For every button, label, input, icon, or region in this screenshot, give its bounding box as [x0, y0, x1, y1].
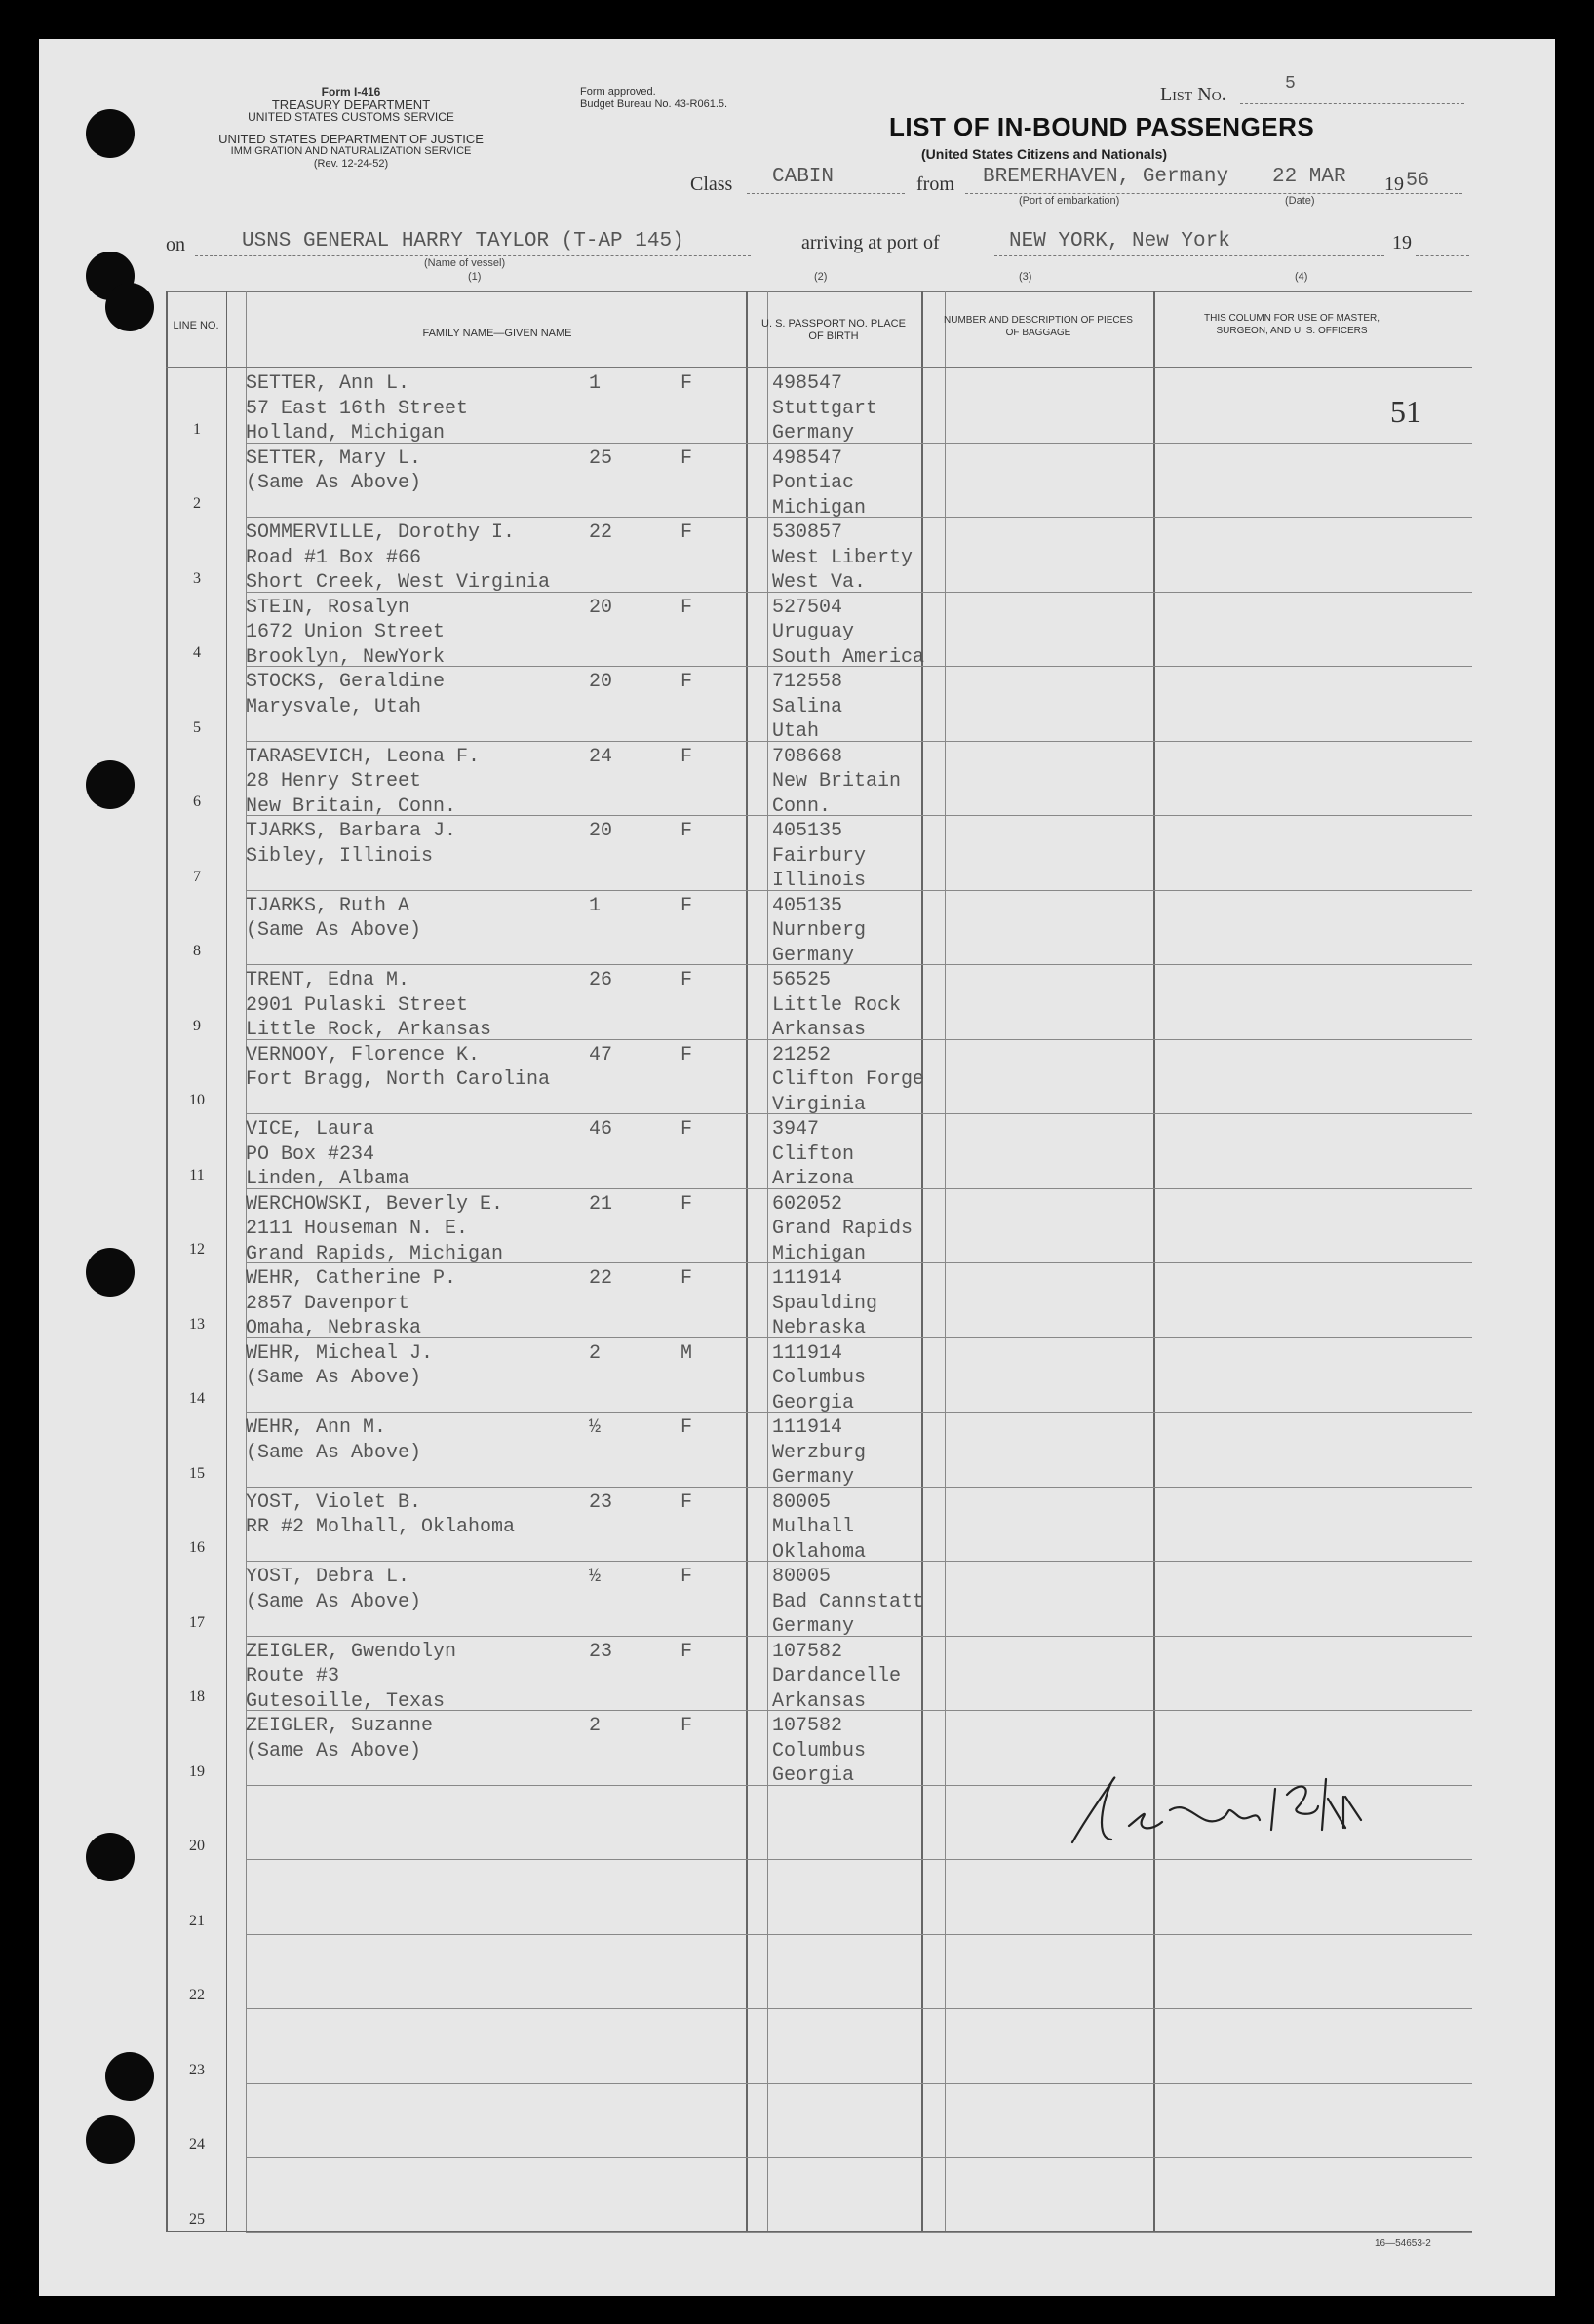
passenger-age: 47 [589, 1043, 613, 1066]
doj-block [156, 133, 546, 171]
passenger-age: 2 [589, 1715, 602, 1737]
passenger-name-address: ZEIGLER, Gwendolyn Route #3 Gutesoille, Texas [246, 1640, 457, 1713]
caption-4: (4) [1295, 271, 1308, 283]
officer-signature [1053, 1750, 1384, 1867]
passenger-sex: F [680, 1192, 693, 1216]
passenger-age: ½ [589, 1566, 602, 1588]
passenger-name-address: YOST, Violet B. RR #2 Molhall, Oklahoma [246, 1491, 516, 1538]
passenger-sex: F [680, 1043, 693, 1066]
line-number: 5 [193, 718, 201, 736]
passenger-sex: F [680, 1267, 693, 1290]
column-header-name: FAMILY NAME—GIVEN NAME [422, 328, 572, 339]
date-caption: (Date) [1285, 195, 1315, 207]
budget-bureau: Budget Bureau No. 43-R061.5. [580, 98, 728, 110]
binder-hole [86, 1248, 135, 1297]
line-number: 3 [193, 569, 201, 587]
passenger-name-address: VICE, Laura PO Box #234 Linden, Albama [246, 1118, 410, 1190]
passenger-name-address: WEHR, Catherine P. 2857 Davenport Omaha, Nebraska [246, 1267, 457, 1339]
passenger-sex: F [680, 446, 693, 470]
passport-birthplace: 530857 West Liberty West Va. [772, 522, 914, 594]
column-header-baggage: NUMBER AND DESCRIPTION OF PIECES OF BAGGAGE [944, 315, 1133, 338]
passenger-name-address: VERNOOY, Florence K. Fort Bragg, North Carolina [246, 1043, 551, 1091]
passport-birthplace: 80005 Bad Cannstatt Germany [772, 1566, 925, 1638]
line-number: 19 [189, 1762, 205, 1780]
line-number: 16 [189, 1539, 205, 1556]
line-number: 9 [193, 1017, 201, 1034]
list-subtitle: (United States Citizens and Nationals) [921, 146, 1168, 162]
binder-hole [86, 1833, 135, 1881]
passenger-age: 20 [589, 596, 613, 619]
passport-birthplace: 498547 Stuttgart Germany [772, 372, 878, 445]
year-value: 56 [1406, 170, 1430, 192]
passport-birthplace: 498547 Pontiac Michigan [772, 446, 867, 520]
passenger-age: 1 [589, 372, 602, 395]
passenger-sex: F [680, 671, 693, 693]
passenger-sex: F [680, 1118, 693, 1141]
row-divider [246, 1188, 1472, 1189]
passenger-age: ½ [589, 1416, 602, 1439]
column-header-officers: THIS COLUMN FOR USE OF MASTER, SURGEON, AND U. S. OFFICERS [1204, 313, 1380, 336]
passenger-age: 24 [589, 745, 613, 768]
passenger-age: 23 [589, 1640, 613, 1663]
passenger-sex: F [680, 1566, 693, 1588]
year-prefix: 19 [1384, 174, 1404, 195]
form-approved: Form approved. [580, 86, 656, 97]
passenger-age: 1 [589, 894, 602, 917]
line-number: 12 [189, 1241, 205, 1258]
passenger-name-address: TARASEVICH, Leona F. 28 Henry Street New Britain, Conn. [246, 745, 481, 818]
passenger-sex: F [680, 820, 693, 842]
passport-birthplace: 107582 Columbus Georgia [772, 1715, 867, 1787]
line-number: 24 [189, 2136, 205, 2152]
passenger-age: 20 [589, 820, 613, 842]
passport-birthplace: 405135 Nurnberg Germany [772, 894, 867, 967]
passport-birthplace: 3947 Clifton Arizona [772, 1118, 855, 1190]
passport-birthplace: 712558 Salina Utah [772, 671, 843, 743]
officer-note: 51 [1390, 394, 1421, 429]
binder-hole [86, 109, 135, 158]
line-number: 20 [189, 1838, 205, 1854]
row-divider [246, 2008, 1472, 2009]
passenger-age: 23 [589, 1491, 613, 1514]
binder-hole [105, 2052, 154, 2101]
passenger-name-address: TJARKS, Barbara J. Sibley, Illinois [246, 820, 457, 868]
line-number: 14 [189, 1390, 205, 1407]
passenger-sex: F [680, 969, 693, 991]
class-value: CABIN [772, 166, 835, 188]
line-number: 10 [189, 1092, 205, 1108]
passenger-name-address: YOST, Debra L. (Same As Above) [246, 1566, 422, 1613]
caption-2: (2) [814, 271, 828, 283]
revision: (Rev. 12-24-52) [313, 158, 389, 170]
approval-block [580, 86, 727, 111]
list-no-value: 5 [1285, 74, 1296, 94]
passport-birthplace: 111914 Columbus Georgia [772, 1341, 867, 1414]
passport-birthplace: 405135 Fairbury Illinois [772, 820, 867, 892]
passenger-name-address: SOMMERVILLE, Dorothy I. Road #1 Box #66 Short Creek, West Virginia [246, 522, 551, 594]
passenger-sex: F [680, 522, 693, 544]
line-number: 17 [189, 1613, 205, 1631]
line-number: 2 [193, 495, 201, 512]
customs-service: UNITED STATES CUSTOMS SERVICE [248, 110, 454, 124]
line-number: 6 [193, 794, 201, 810]
line-number: 1 [193, 420, 201, 438]
passenger-sex: F [680, 1640, 693, 1663]
passport-birthplace: 80005 Mulhall Oklahoma [772, 1491, 867, 1564]
line-number: 22 [189, 1987, 205, 2003]
from-value: BREMERHAVEN, Germany [983, 166, 1229, 188]
passport-birthplace: 21252 Clifton Forge Virginia [772, 1043, 925, 1116]
row-divider [246, 741, 1472, 742]
column-header-line: LINE NO. [173, 320, 219, 331]
list-no-label: List No. [1160, 84, 1226, 105]
line-number: 7 [193, 868, 201, 885]
passport-birthplace: 708668 New Britain Conn. [772, 745, 902, 818]
passenger-sex: F [680, 1491, 693, 1514]
passenger-sex: F [680, 894, 693, 917]
column-header-passport: U. S. PASSPORT NO. PLACE OF BIRTH [761, 318, 906, 342]
row-divider [246, 2157, 1472, 2158]
passenger-sex: F [680, 1715, 693, 1737]
passport-birthplace: 527504 Uruguay South America [772, 596, 925, 669]
passenger-age: 21 [589, 1192, 613, 1216]
doj-title: UNITED STATES DEPARTMENT OF JUSTICE [218, 132, 484, 146]
passenger-name-address: ZEIGLER, Suzanne (Same As Above) [246, 1715, 434, 1762]
caption-1: (1) [468, 271, 482, 283]
passenger-sex: F [680, 596, 693, 619]
passport-birthplace: 602052 Grand Rapids Michigan [772, 1192, 914, 1265]
passenger-age: 26 [589, 969, 613, 991]
passenger-name-address: STOCKS, Geraldine Marysvale, Utah [246, 671, 446, 718]
passenger-age: 25 [589, 446, 613, 470]
arrival-value: NEW YORK, New York [1009, 230, 1230, 252]
list-title: LIST OF IN-BOUND PASSENGERS [889, 112, 1315, 141]
from-label: from [916, 174, 954, 195]
line-number: 11 [189, 1166, 205, 1183]
passenger-sex: F [680, 372, 693, 395]
form-block [219, 86, 483, 124]
passport-birthplace: 107582 Dardancelle Arkansas [772, 1640, 902, 1713]
passenger-name-address: SETTER, Mary L. (Same As Above) [246, 446, 422, 494]
row-divider [246, 2232, 1472, 2233]
vessel-value: USNS GENERAL HARRY TAYLOR (T-AP 145) [242, 230, 684, 252]
passenger-name-address: WERCHOWSKI, Beverly E. 2111 Houseman N. E. Grand Rapids, Michigan [246, 1192, 504, 1265]
passenger-name-address: SETTER, Ann L. 57 East 16th Street Holland, Michigan [246, 372, 469, 445]
passenger-age: 46 [589, 1118, 613, 1141]
passenger-name-address: WEHR, Ann M. (Same As Above) [246, 1416, 422, 1464]
passenger-name-address: TJARKS, Ruth A (Same As Above) [246, 894, 422, 942]
passenger-age: 22 [589, 1267, 613, 1290]
on-label: on [166, 234, 185, 255]
line-number: 25 [189, 2210, 205, 2227]
arriving-label: arriving at port of [801, 232, 940, 253]
binder-hole [86, 760, 135, 809]
caption-3: (3) [1019, 271, 1032, 283]
form-number: Form I-416 [321, 85, 381, 98]
vessel-caption: (Name of vessel) [424, 257, 506, 269]
footer-code: 16—54653-2 [1375, 2238, 1431, 2249]
line-number: 13 [189, 1315, 205, 1333]
date-value: 22 MAR [1272, 166, 1346, 188]
passenger-age: 2 [589, 1341, 602, 1365]
line-number: 21 [189, 1912, 205, 1929]
passenger-name-address: STEIN, Rosalyn 1672 Union Street Brooklyn, NewYork [246, 596, 446, 669]
line-number: 23 [189, 2061, 205, 2078]
passenger-age: 20 [589, 671, 613, 693]
class-label: Class [690, 174, 733, 195]
binder-hole [105, 283, 154, 331]
year2-label: 19 [1392, 232, 1412, 253]
treasury-department: TREASURY DEPARTMENT [271, 97, 431, 112]
row-divider [246, 1934, 1472, 1935]
line-number: 18 [189, 1688, 205, 1705]
line-number: 8 [193, 943, 201, 959]
passport-birthplace: 111914 Spaulding Nebraska [772, 1267, 878, 1339]
port-caption: (Port of embarkation) [1019, 195, 1120, 207]
passenger-name-address: TRENT, Edna M. 2901 Pulaski Street Little Rock, Arkansas [246, 969, 492, 1041]
passenger-sex: M [680, 1341, 693, 1365]
passenger-name-address: WEHR, Micheal J. (Same As Above) [246, 1341, 434, 1389]
passport-birthplace: 111914 Werzburg Germany [772, 1416, 867, 1489]
line-number: 15 [189, 1464, 205, 1482]
row-divider [246, 2083, 1472, 2084]
line-number: 4 [193, 644, 201, 661]
binder-hole [86, 2115, 135, 2164]
ins-title: IMMIGRATION AND NATURALIZATION SERVICE [230, 145, 472, 157]
passenger-sex: F [680, 1416, 693, 1439]
passport-birthplace: 56525 Little Rock Arkansas [772, 969, 902, 1041]
passenger-age: 22 [589, 522, 613, 544]
passenger-sex: F [680, 745, 693, 768]
